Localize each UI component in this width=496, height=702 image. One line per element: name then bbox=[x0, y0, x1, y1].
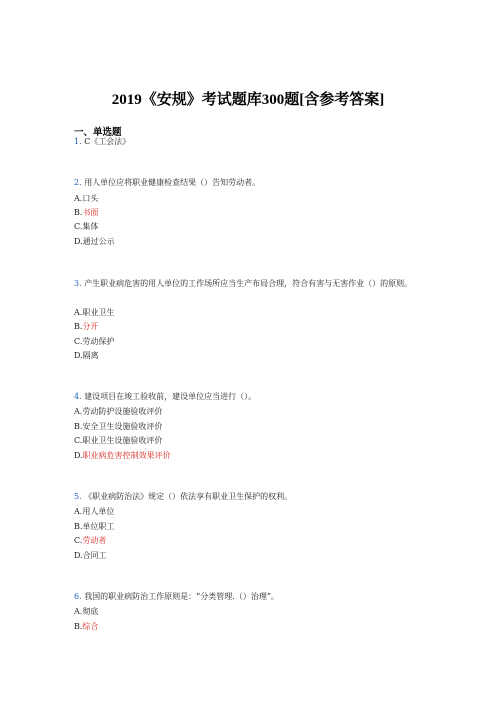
question-1 bbox=[74, 136, 130, 147]
question-2 bbox=[74, 177, 260, 188]
option-a: A.职业卫生 bbox=[74, 308, 115, 317]
option-c: C.集体 bbox=[74, 222, 99, 231]
answer-option: 劳动者 bbox=[82, 536, 107, 545]
question-text: C《工会法》 bbox=[84, 137, 131, 146]
option-a: A.彻底 bbox=[74, 607, 99, 616]
option-b: B.书面 bbox=[74, 208, 99, 217]
question-number: 5. bbox=[74, 492, 82, 501]
answer-option: 书面 bbox=[82, 208, 99, 217]
question-number: 4. bbox=[74, 392, 82, 401]
option-d: D.职业病危害控制效果评价 bbox=[74, 451, 171, 460]
answer-option: 分开 bbox=[82, 322, 99, 331]
option-c: C.职业卫生设施验收评价 bbox=[74, 436, 163, 445]
option-c: C.劳动保护 bbox=[74, 337, 115, 346]
question-number: 6. bbox=[74, 592, 82, 601]
question-text: 《职业病防治法》规定（）依法享有职业卫生保护的权利。 bbox=[84, 492, 293, 501]
answer-option: 综合 bbox=[82, 622, 99, 631]
question-4 bbox=[74, 391, 256, 402]
question-number: 3. bbox=[74, 279, 82, 288]
question-text: 建设项目在竣工验收前，建设单位应当进行（）。 bbox=[84, 392, 257, 401]
option-a: A.用人单位 bbox=[74, 507, 115, 516]
option-b: B.安全卫生设施验收评价 bbox=[74, 422, 163, 431]
option-a: A.口头 bbox=[74, 194, 99, 203]
question-6 bbox=[74, 591, 279, 602]
question-number: 2. bbox=[74, 178, 82, 187]
option-b: B.综合 bbox=[74, 622, 99, 631]
option-b: B.分开 bbox=[74, 322, 99, 331]
question-text: 用人单位应将职业健康检查结果（）告知劳动者。 bbox=[84, 178, 261, 187]
option-d: D.隔离 bbox=[74, 351, 99, 360]
option-d: D.合同工 bbox=[74, 551, 107, 560]
question-5 bbox=[74, 491, 292, 502]
option-a: A.劳动防护设施验收评价 bbox=[74, 407, 163, 416]
document-title: 2019《安规》考试题库300题[含参考答案] bbox=[111, 92, 385, 108]
question-text: 我国的职业病防治工作原则是：“分类管理.（）治理”。 bbox=[84, 592, 279, 601]
question-number: 1. bbox=[74, 137, 82, 146]
answer-option: 职业病危害控制效果评价 bbox=[82, 451, 171, 460]
section-heading: 一、单选题 bbox=[74, 127, 122, 138]
question-3 bbox=[74, 276, 426, 291]
option-c: C.劳动者 bbox=[74, 536, 107, 545]
question-text: 产生职业病危害的用人单位的工作场所应当生产布局合理，符合有害与无害作业（）的原则。 bbox=[84, 279, 413, 288]
option-d: D.通过公示 bbox=[74, 237, 115, 246]
option-b: B.单位职工 bbox=[74, 522, 115, 531]
